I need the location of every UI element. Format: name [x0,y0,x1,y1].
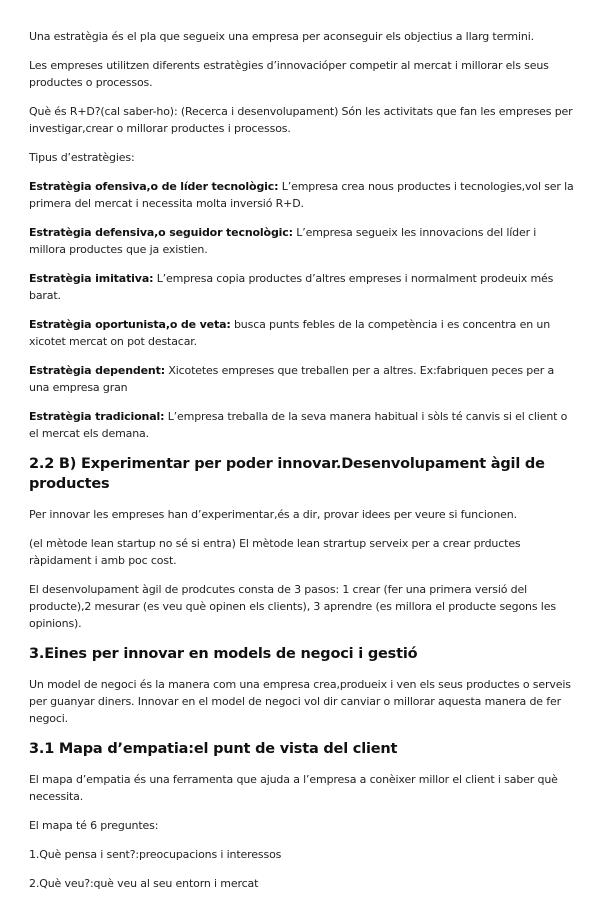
paragraph: Què és R+D?(cal saber-ho): (Recerca i desenvolupament) Són les activitats que fan les empreses per investigar,crear o millorar productes i processos. [29,105,573,135]
paragraph [29,178,574,212]
paragraph-text: L’empresa treballa de la seva manera habitual i sòls té canvis si el client o el mercat els demana. [29,410,568,440]
document-page [29,28,574,904]
paragraph: El desenvolupament àgil de prodcutes consta de 3 pasos: 1 crear (fer una primera versió del producte),2 mesurar (es veu què opinen els clients), 3 aprendre (es millora el producte segons les opinions). [29,583,556,630]
paragraph-lead: Estratègia tradicional: [29,410,165,423]
paragraph-lead: Estratègia oportunista,o de veta: [29,318,231,331]
paragraph-text: Xicotetes empreses que treballen per a altres. Ex:fabriquen peces per a una empresa gran [29,364,555,394]
paragraph: Per innovar les empreses han d’experimentar,és a dir, provar idees per veure si funcionen. [29,508,517,521]
paragraph [29,316,574,350]
paragraph [29,362,574,396]
paragraph: El mapa té 6 preguntes: [29,819,159,832]
section-heading: 3.Eines per innovar en models de negoci i gestió [29,646,418,662]
paragraph-lead: Estratègia ofensiva,o de líder tecnològic: [29,180,279,193]
paragraph: El mapa d’empatia és una ferramenta que ajuda a l’empresa a conèixer millor el client i saber què necessita. [29,773,558,803]
paragraph-lead: Estratègia defensiva,o seguidor tecnològic: [29,226,293,239]
paragraph: Les empreses utilitzen diferents estratègies d’innovacióper competir al mercat i millorar els seus productes o processos. [29,59,549,89]
paragraph-text: L’empresa copia productes d’altres empreses i normalment prodeuix més barat. [29,272,554,302]
paragraph-lead: Estratègia imitativa: [29,272,154,285]
paragraph: 2.Què veu?:què veu al seu entorn i mercat [29,877,259,890]
paragraph: (el mètode lean startup no sé si entra) El mètode lean strartup serveix per a crear prductes ràpidament i amb poc cost. [29,537,521,567]
section-heading: 3.1 Mapa d’empatia:el punt de vista del client [29,741,398,757]
paragraph [29,270,574,304]
paragraph-text: busca punts febles de la competència i es concentra en un xicotet mercat on pot destacar. [29,318,551,348]
paragraph [29,224,574,258]
paragraph: 1.Què pensa i sent?:preocupacions i interessos [29,848,282,861]
paragraph: Un model de negoci és la manera com una empresa crea,produeix i ven els seus productes o serveis per guanyar diners. Innovar en el model de negoci vol dir canviar o millorar aquesta manera de fer negoci. [29,678,571,725]
paragraph: Tipus d’estratègies: [29,151,135,164]
paragraph-lead: Estratègia dependent: [29,364,165,377]
paragraph [29,408,574,442]
paragraph-text: L’empresa crea nous productes i tecnologies,vol ser la primera del mercat i necessita molta inversió R+D. [29,180,574,210]
paragraph-text: L’empresa segueix les innovacions del líder i millora productes que ja existien. [29,226,537,256]
section-heading: 2.2 B) Experimentar per poder innovar.Desenvolupament àgil de productes [29,456,545,492]
paragraph: Una estratègia és el pla que segueix una empresa per aconseguir els objectius a llarg termini. [29,30,534,43]
